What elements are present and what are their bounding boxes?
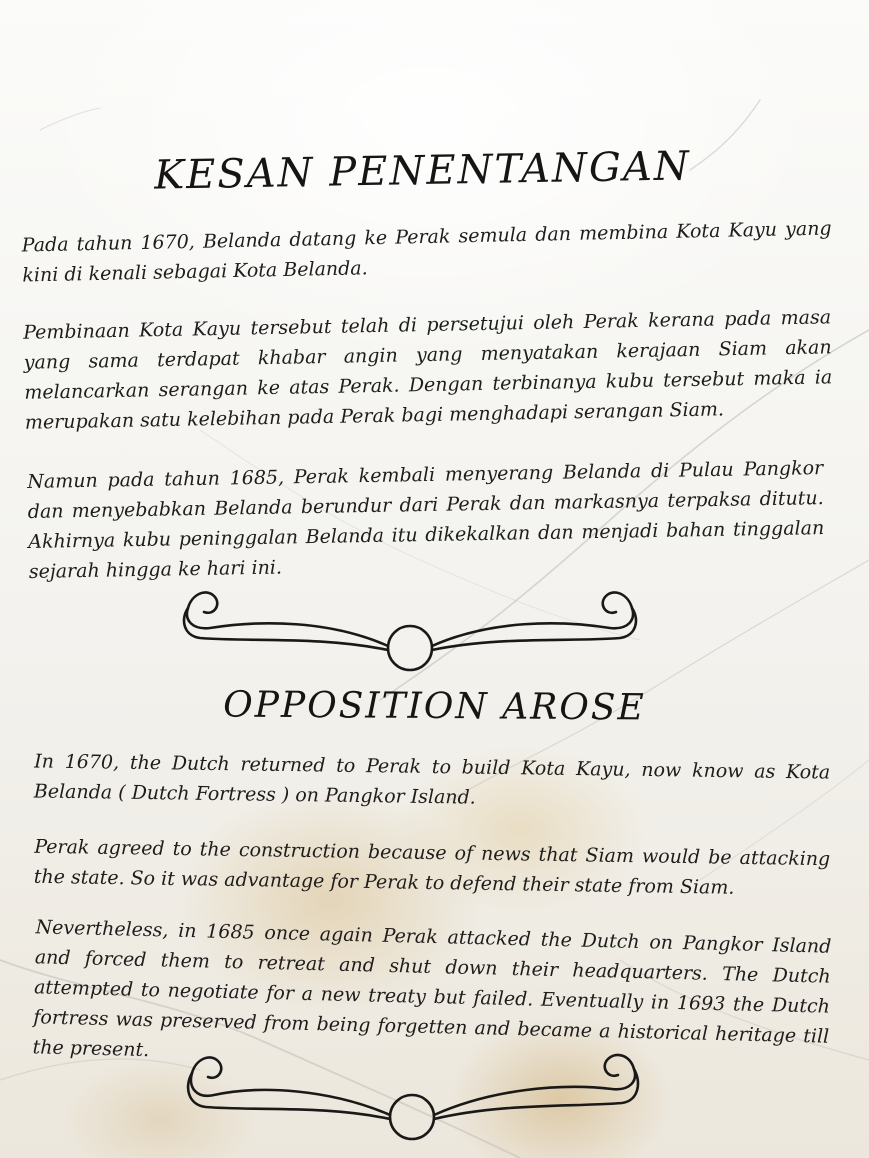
paragraph-english-3: Nevertheless, in 1685 once again Perak attacked the Dutch on Pangkor Island and forced them to retreat and shut down their headquarters. The Dutch attempted to negotiate for a new treaty but failed. Eventually in 1693 the Dutch fortress was preserved from being forgetten and became a historical heritage till the present. [32,916,832,1062]
scroll-flourish-ornament-icon [170,580,650,675]
scroll-flourish-ornament-icon [180,1045,660,1145]
paragraph-malay-2: Pembinaan Kota Kayu tersebut telah di persetujui oleh Perak kerana pada masa yang sama terdapat khabar angin yang menyatakan kerajaan Siam akan melancarkan serangan ke atas Perak. Dengan terbinanya kubu tersebut maka ia merupakan satu kelebihan pada Perak bagi menghadapi serangan Siam. [22,306,833,434]
paragraph-malay-1: Pada tahun 1670, Belanda datang ke Perak semula dan membina Kota Kayu yang kini di kenali sebagai Kota Belanda. [21,217,832,287]
title-malay: KESAN PENENTANGAN [153,143,692,199]
paragraph-english-1: In 1670, the Dutch returned to Perak to build Kota Kayu, now know as Kota Belanda ( Dutch Fortress ) on Pangkor Island. [33,750,831,809]
title-english: OPPOSITION AROSE [223,684,646,729]
paragraph-malay-3: Namun pada tahun 1685, Perak kembali menyerang Belanda di Pulau Pangkor dan menyebabkan Belanda berundur dari Perak dan markasnya terpaksa ditutu. Akhirnya kubu peninggalan Belanda itu dikekalkan dan menjadi bahan tinggalan sejarah hingga ke hari ini. [27,457,825,583]
paragraph-english-2: Perak agreed to the construction because of news that Siam would be attacking the state. So it was advantage for Perak to defend their state from Siam. [33,835,831,899]
